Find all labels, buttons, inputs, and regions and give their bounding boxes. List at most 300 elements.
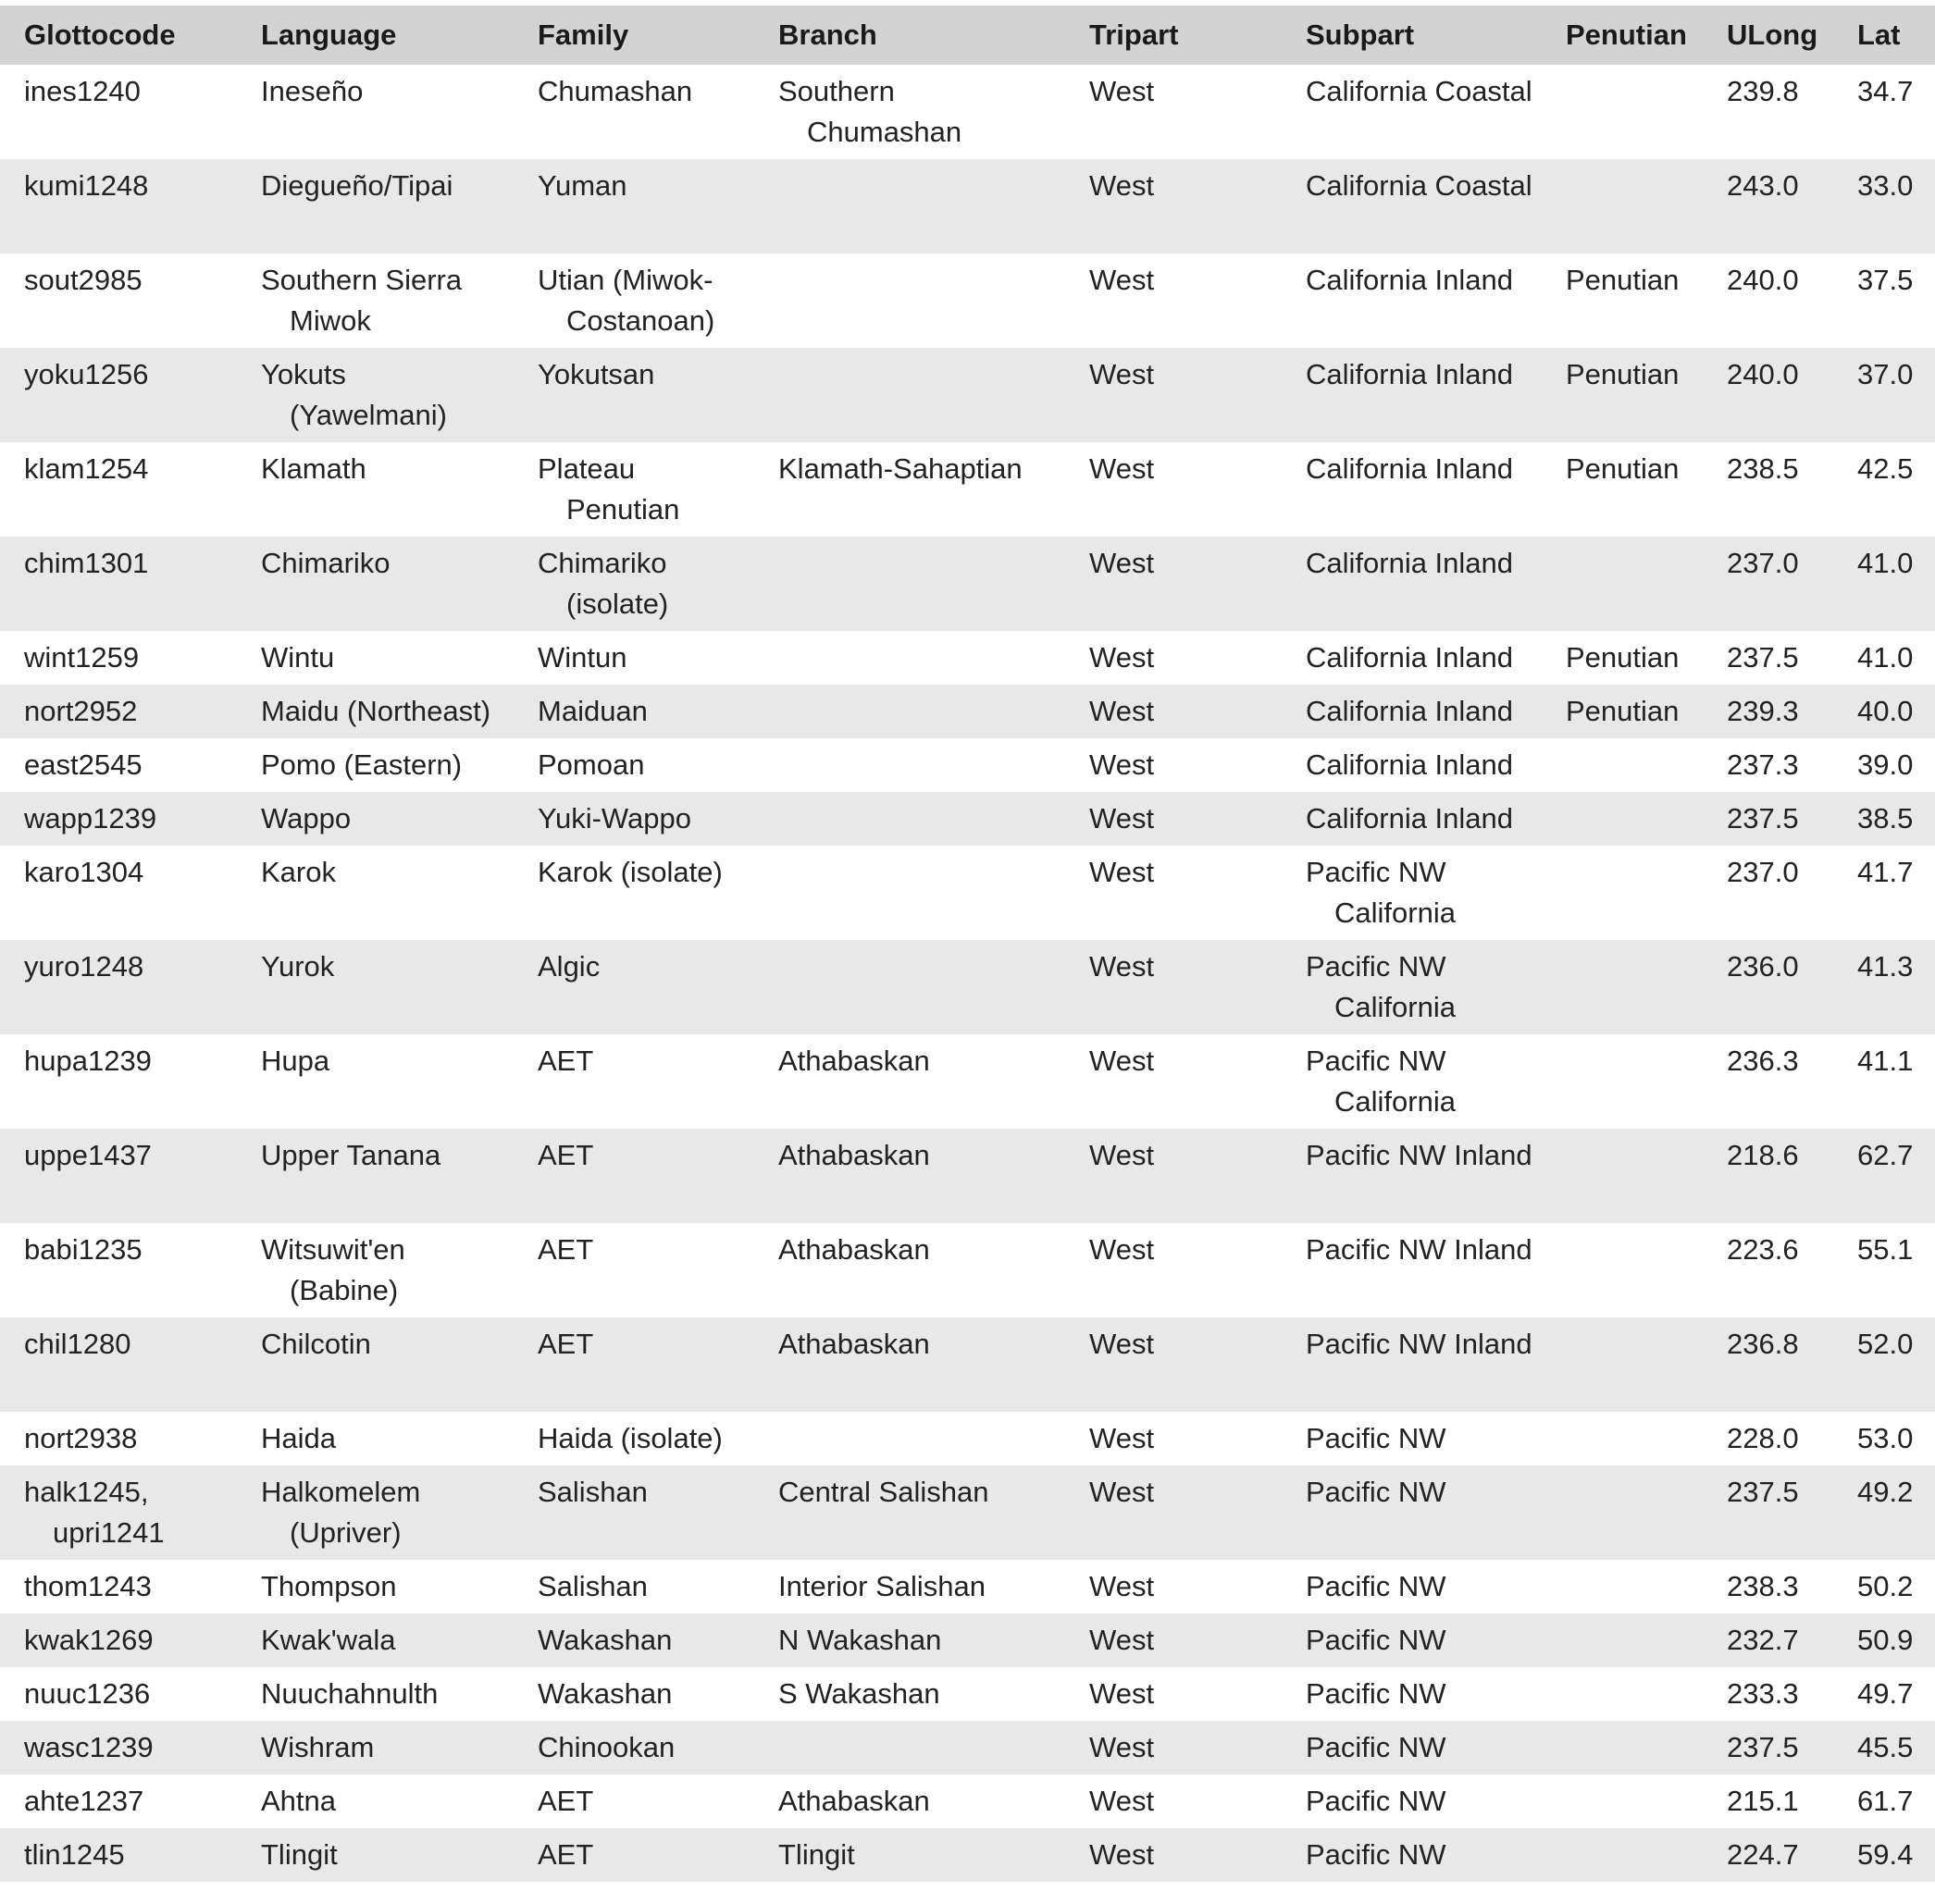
cell-ulong-text: 215.1 [1727,1785,1799,1817]
cell-ulong [1703,940,1833,1034]
table-row [0,1223,1935,1317]
cell-lat-text: 50.9 [1857,1624,1914,1656]
cell-lat-text: 49.2 [1857,1476,1914,1508]
cell-glottocode [0,442,237,537]
cell-language-text: Wishram [261,1731,375,1763]
cell-glottocode [0,1412,237,1465]
cell-subpart-text: Pacific NW California [1306,856,1456,929]
cell-glottocode-text: klam1254 [24,452,149,485]
cell-tripart [1065,1034,1282,1129]
cell-branch [754,1828,1065,1882]
cell-glottocode-text: sout2985 [24,264,143,296]
cell-subpart [1282,1613,1542,1667]
cell-language-text: Diegueño/Tipai [261,169,453,202]
cell-branch [754,1129,1065,1223]
cell-tripart [1065,348,1282,442]
cell-branch-text: Athabaskan [778,1045,930,1077]
cell-branch [754,940,1065,1034]
cell-glottocode [0,1613,237,1667]
cell-branch-text: Central Salishan [778,1476,989,1508]
cell-tripart-text: West [1089,641,1155,674]
cell-ulong [1703,1317,1833,1412]
cell-family [514,442,754,537]
cell-language [237,792,514,846]
cell-lat-text: 37.0 [1857,358,1914,390]
cell-subpart [1282,1828,1542,1882]
cell-language [237,442,514,537]
cell-lat-text: 34.7 [1857,75,1914,107]
cell-penutian-text: Penutian [1566,452,1680,485]
cell-glottocode-text: yoku1256 [24,358,149,390]
cell-family [514,537,754,631]
cell-tripart [1065,1129,1282,1223]
cell-language [237,1317,514,1412]
cell-glottocode [0,940,237,1034]
cell-penutian [1542,1613,1703,1667]
cell-language [237,1613,514,1667]
cell-lat [1833,1129,1935,1223]
cell-subpart [1282,65,1542,159]
cell-penutian [1542,846,1703,940]
cell-penutian [1542,738,1703,792]
cell-language [237,253,514,348]
cell-language-text: Chimariko [261,547,391,579]
cell-family-text: AET [538,1233,594,1266]
cell-branch [754,1034,1065,1129]
cell-family-text: Yokutsan [538,358,655,390]
cell-penutian [1542,1223,1703,1317]
cell-penutian [1542,1129,1703,1223]
cell-glottocode [0,159,237,253]
cell-tripart [1065,846,1282,940]
cell-branch [754,1613,1065,1667]
table-row [0,537,1935,631]
cell-glottocode [0,1721,237,1774]
cell-penutian [1542,348,1703,442]
cell-lat-text: 41.7 [1857,856,1914,888]
cell-family [514,159,754,253]
cell-penutian-text: Penutian [1566,264,1680,296]
cell-glottocode-text: chim1301 [24,547,149,579]
cell-glottocode [0,348,237,442]
cell-branch [754,1560,1065,1613]
cell-glottocode [0,846,237,940]
cell-language-text: Ahtna [261,1785,337,1817]
cell-glottocode-text: ines1240 [24,75,141,107]
cell-subpart-text: Pacific NW Inland [1306,1233,1532,1266]
cell-subpart-text: California Inland [1306,547,1514,579]
cell-ulong-text: 238.5 [1727,452,1799,485]
cell-penutian [1542,159,1703,253]
cell-lat [1833,65,1935,159]
cell-family-text: Karok (isolate) [538,856,723,888]
cell-penutian [1542,685,1703,738]
cell-subpart [1282,537,1542,631]
table-row [0,348,1935,442]
header-glottocode: Glottocode [24,19,176,51]
cell-ulong-text: 239.8 [1727,75,1799,107]
cell-penutian [1542,631,1703,685]
cell-subpart-text: Pacific NW [1306,1624,1446,1656]
cell-subpart-text: California Inland [1306,695,1514,727]
cell-tripart-text: West [1089,1570,1155,1602]
cell-branch-text: Klamath-Sahaptian [778,452,1023,485]
cell-language [237,738,514,792]
cell-penutian [1542,1828,1703,1882]
table-row [0,631,1935,685]
cell-subpart [1282,1560,1542,1613]
cell-glottocode-text: kumi1248 [24,169,149,202]
cell-language-text: Hupa [261,1045,330,1077]
cell-family-text: Wakashan [538,1624,673,1656]
cell-family [514,1129,754,1223]
cell-ulong [1703,1721,1833,1774]
cell-lat-text: 49.7 [1857,1677,1914,1710]
cell-language-text: Ineseño [261,75,364,107]
table-body [0,65,1935,1882]
cell-glottocode-text: babi1235 [24,1233,143,1266]
cell-ulong [1703,1129,1833,1223]
cell-ulong-text: 233.3 [1727,1677,1799,1710]
cell-subpart-text: Pacific NW [1306,1838,1446,1871]
cell-subpart [1282,1412,1542,1465]
cell-lat [1833,1774,1935,1828]
cell-tripart [1065,65,1282,159]
cell-glottocode-text: karo1304 [24,856,144,888]
cell-family [514,846,754,940]
cell-lat [1833,1465,1935,1560]
cell-ulong-text: 236.3 [1727,1045,1799,1077]
cell-lat [1833,442,1935,537]
cell-family [514,940,754,1034]
cell-language-text: Pomo (Eastern) [261,748,463,781]
cell-penutian [1542,1412,1703,1465]
cell-tripart [1065,1412,1282,1465]
cell-glottocode [0,1034,237,1129]
cell-language-text: Haida [261,1422,336,1454]
cell-branch [754,1223,1065,1317]
cell-family [514,1465,754,1560]
cell-subpart [1282,348,1542,442]
cell-subpart-text: Pacific NW [1306,1570,1446,1602]
cell-ulong-text: 232.7 [1727,1624,1799,1656]
cell-ulong-text: 237.3 [1727,748,1799,781]
cell-language-text: Tlingit [261,1838,338,1871]
cell-lat-text: 33.0 [1857,169,1914,202]
cell-tripart-text: West [1089,748,1155,781]
cell-tripart [1065,1667,1282,1721]
cell-branch [754,159,1065,253]
cell-lat [1833,631,1935,685]
cell-tripart [1065,1317,1282,1412]
cell-subpart [1282,846,1542,940]
header-family: Family [538,19,629,51]
cell-lat-text: 41.0 [1857,641,1914,674]
cell-tripart [1065,1560,1282,1613]
cell-tripart [1065,442,1282,537]
cell-lat [1833,940,1935,1034]
cell-lat [1833,685,1935,738]
cell-ulong [1703,1774,1833,1828]
table-row [0,253,1935,348]
cell-tripart-text: West [1089,1838,1155,1871]
table-row [0,1721,1935,1774]
cell-tripart-text: West [1089,1139,1155,1171]
cell-penutian [1542,1034,1703,1129]
cell-language-text: Wintu [261,641,335,674]
cell-family-text: Pomoan [538,748,645,781]
cell-subpart [1282,685,1542,738]
cell-subpart [1282,940,1542,1034]
cell-branch [754,1667,1065,1721]
cell-glottocode-text: nort2938 [24,1422,138,1454]
cell-lat-text: 38.5 [1857,802,1914,835]
cell-lat-text: 62.7 [1857,1139,1914,1171]
cell-subpart-text: California Coastal [1306,169,1532,202]
cell-subpart [1282,1774,1542,1828]
cell-language [237,348,514,442]
cell-glottocode [0,685,237,738]
cell-subpart [1282,1721,1542,1774]
cell-lat [1833,537,1935,631]
cell-ulong [1703,631,1833,685]
table-row [0,1412,1935,1465]
cell-ulong [1703,1223,1833,1317]
cell-tripart [1065,253,1282,348]
cell-ulong-text: 240.0 [1727,358,1799,390]
cell-ulong [1703,1560,1833,1613]
header-penutian: Penutian [1566,19,1687,51]
cell-family [514,792,754,846]
cell-glottocode-text: wasc1239 [24,1731,154,1763]
cell-penutian [1542,1317,1703,1412]
cell-lat [1833,348,1935,442]
cell-tripart-text: West [1089,1476,1155,1508]
cell-ulong [1703,1828,1833,1882]
cell-ulong-text: 240.0 [1727,264,1799,296]
language-table-container [0,6,1935,1882]
cell-penutian [1542,1774,1703,1828]
cell-ulong [1703,846,1833,940]
cell-family [514,1034,754,1129]
cell-lat-text: 50.2 [1857,1570,1914,1602]
cell-branch [754,1412,1065,1465]
cell-subpart-text: Pacific NW [1306,1785,1446,1817]
cell-lat [1833,1721,1935,1774]
cell-subpart-text: California Inland [1306,641,1514,674]
cell-penutian-text: Penutian [1566,695,1680,727]
cell-lat-text: 53.0 [1857,1422,1914,1454]
cell-ulong-text: 236.8 [1727,1328,1799,1360]
cell-lat [1833,1317,1935,1412]
cell-ulong-text: 223.6 [1727,1233,1799,1266]
cell-tripart [1065,738,1282,792]
cell-ulong [1703,685,1833,738]
cell-tripart-text: West [1089,169,1155,202]
cell-tripart-text: West [1089,695,1155,727]
cell-lat-text: 37.5 [1857,264,1914,296]
cell-tripart-text: West [1089,1328,1155,1360]
cell-family-text: Chumashan [538,75,693,107]
header-lat: Lat [1857,19,1901,51]
cell-branch-text: Tlingit [778,1838,855,1871]
cell-tripart-text: West [1089,856,1155,888]
cell-language [237,1129,514,1223]
cell-family-text: Salishan [538,1476,648,1508]
cell-language [237,1721,514,1774]
cell-subpart-text: California Inland [1306,748,1514,781]
table-row [0,940,1935,1034]
cell-tripart [1065,1774,1282,1828]
cell-penutian [1542,1465,1703,1560]
cell-glottocode [0,1465,237,1560]
cell-family-text: AET [538,1139,594,1171]
cell-language-text: Southern Sierra Miwok [261,264,463,337]
cell-lat-text: 52.0 [1857,1328,1914,1360]
cell-tripart-text: West [1089,1422,1155,1454]
cell-tripart [1065,1721,1282,1774]
cell-tripart-text: West [1089,358,1155,390]
cell-subpart [1282,1223,1542,1317]
cell-language-text: Upper Tanana [261,1139,441,1171]
cell-subpart-text: Pacific NW California [1306,1045,1456,1118]
header-ulong: ULong [1727,19,1818,51]
cell-lat [1833,846,1935,940]
cell-tripart-text: West [1089,75,1155,107]
cell-tripart-text: West [1089,1785,1155,1817]
cell-glottocode [0,537,237,631]
cell-family [514,1721,754,1774]
table-row [0,1129,1935,1223]
cell-ulong [1703,738,1833,792]
cell-subpart-text: Pacific NW [1306,1422,1446,1454]
cell-ulong-text: 237.5 [1727,1476,1799,1508]
cell-lat [1833,738,1935,792]
cell-family-text: Wakashan [538,1677,673,1710]
cell-lat [1833,1412,1935,1465]
cell-language [237,1223,514,1317]
cell-glottocode-text: chil1280 [24,1328,131,1360]
cell-branch-text: S Wakashan [778,1677,940,1710]
cell-language [237,1560,514,1613]
cell-language-text: Klamath [261,452,366,485]
cell-language-text: Karok [261,856,336,888]
cell-lat [1833,1034,1935,1129]
cell-tripart [1065,685,1282,738]
cell-lat [1833,1828,1935,1882]
cell-tripart-text: West [1089,1624,1155,1656]
cell-language [237,65,514,159]
cell-subpart-text: California Inland [1306,264,1514,296]
cell-language [237,940,514,1034]
cell-ulong-text: 243.0 [1727,169,1799,202]
cell-family-text: Salishan [538,1570,648,1602]
cell-ulong-text: 237.5 [1727,802,1799,835]
cell-family-text: AET [538,1328,594,1360]
language-table [0,6,1935,1882]
cell-family [514,65,754,159]
cell-glottocode-text: uppe1437 [24,1139,152,1171]
cell-glottocode-text: wint1259 [24,641,140,674]
cell-ulong [1703,348,1833,442]
cell-tripart-text: West [1089,1677,1155,1710]
cell-subpart-text: California Inland [1306,358,1514,390]
cell-language [237,685,514,738]
cell-tripart-text: West [1089,452,1155,485]
cell-penutian [1542,1721,1703,1774]
cell-language [237,1412,514,1465]
cell-glottocode [0,738,237,792]
cell-branch [754,846,1065,940]
cell-subpart-text: Pacific NW Inland [1306,1328,1532,1360]
cell-ulong-text: 237.5 [1727,641,1799,674]
cell-language [237,1465,514,1560]
cell-subpart [1282,738,1542,792]
cell-ulong-text: 237.0 [1727,547,1799,579]
cell-glottocode [0,253,237,348]
cell-glottocode [0,1317,237,1412]
cell-penutian-text: Penutian [1566,358,1680,390]
cell-subpart-text: Pacific NW Inland [1306,1139,1532,1171]
cell-tripart [1065,1223,1282,1317]
cell-family-text: Haida (isolate) [538,1422,723,1454]
cell-penutian [1542,792,1703,846]
cell-subpart-text: California Inland [1306,802,1514,835]
cell-lat-text: 45.5 [1857,1731,1914,1763]
cell-subpart-text: Pacific NW [1306,1731,1446,1763]
cell-tripart [1065,940,1282,1034]
cell-ulong [1703,1667,1833,1721]
cell-branch-text: Interior Salishan [778,1570,986,1602]
header-branch: Branch [778,19,877,51]
cell-tripart [1065,631,1282,685]
cell-branch [754,65,1065,159]
cell-ulong [1703,1034,1833,1129]
cell-family-text: Maiduan [538,695,648,727]
cell-language [237,1828,514,1882]
table-row [0,1465,1935,1560]
cell-lat-text: 61.7 [1857,1785,1914,1817]
cell-penutian-text: Penutian [1566,641,1680,674]
cell-family [514,1613,754,1667]
header-language: Language [261,19,397,51]
cell-family-text: Chinookan [538,1731,676,1763]
cell-ulong-text: 239.3 [1727,695,1799,727]
table-header [0,6,1935,65]
cell-glottocode-text: tlin1245 [24,1838,125,1871]
cell-glottocode [0,1129,237,1223]
cell-tripart-text: West [1089,264,1155,296]
cell-branch [754,442,1065,537]
cell-penutian [1542,65,1703,159]
header-subpart: Subpart [1306,19,1415,51]
cell-subpart [1282,1034,1542,1129]
cell-branch [754,348,1065,442]
cell-glottocode-text: ahte1237 [24,1785,144,1817]
table-row [0,1317,1935,1412]
cell-family-text: Chimariko (isolate) [538,547,669,620]
cell-glottocode [0,1774,237,1828]
cell-tripart [1065,1613,1282,1667]
cell-penutian [1542,1667,1703,1721]
cell-family-text: AET [538,1838,594,1871]
cell-language [237,159,514,253]
cell-lat [1833,1613,1935,1667]
cell-subpart [1282,1129,1542,1223]
table-row [0,1560,1935,1613]
cell-glottocode [0,631,237,685]
cell-language-text: Wappo [261,802,352,835]
